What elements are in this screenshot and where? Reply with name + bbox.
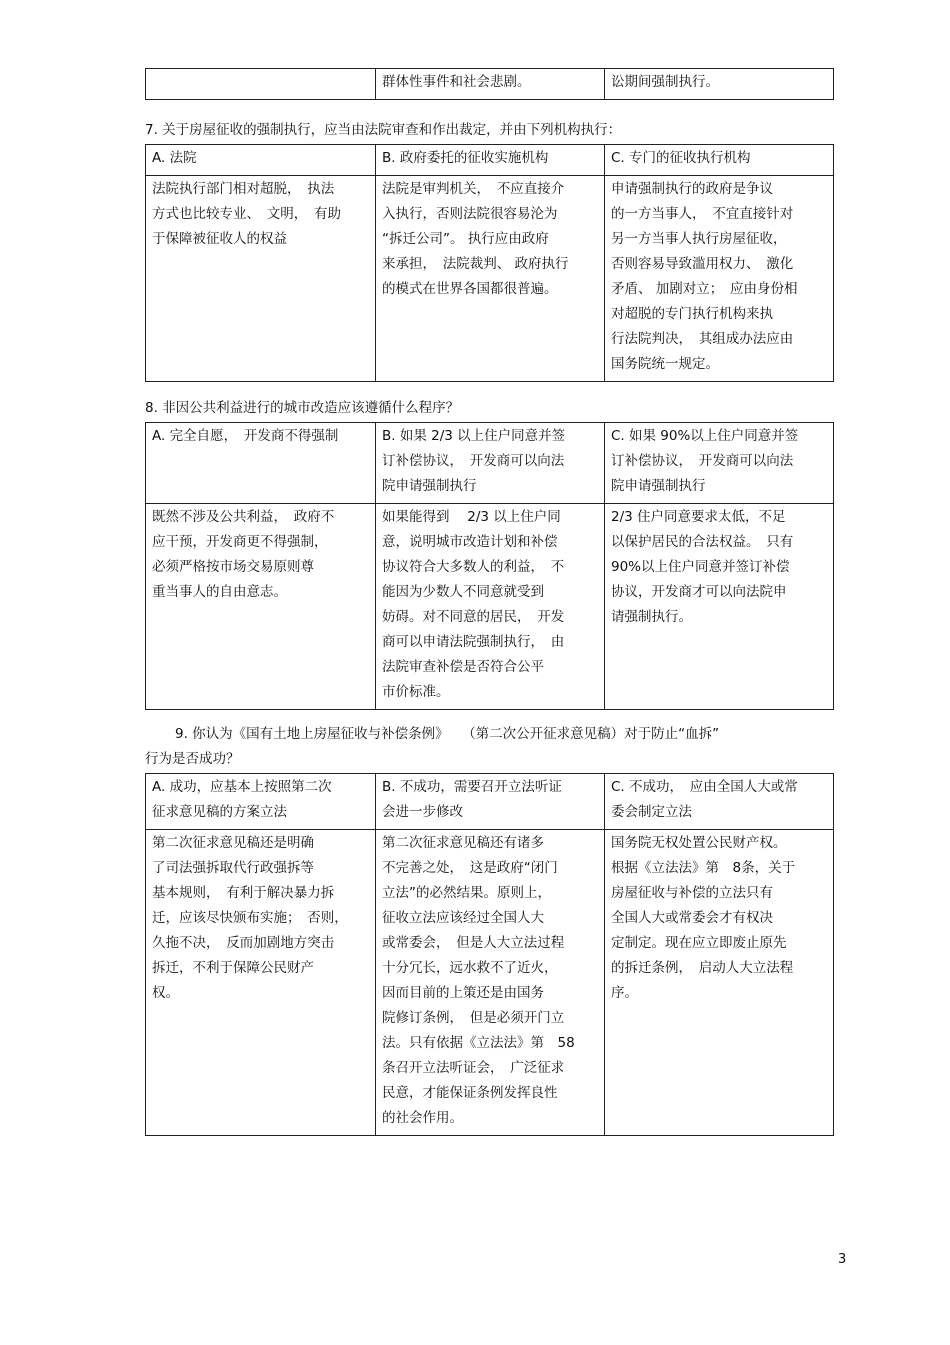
fragment-cell-1 <box>146 69 376 100</box>
question-8-table <box>145 422 834 710</box>
q7-reason-c: 申请强制执行的政府是争议 的一方当事人， 不宜直接针对 另一方当事人执行房屋征收， 否则容易导致滥用权力、 激化 矛盾、 加剧对立； 应由身份相 对超脱的专门执行机构来执 行法院判决， 其组成办法应由 国务院统一规定。 <box>605 176 834 382</box>
reasons-row <box>146 504 834 710</box>
page-number: 3 <box>838 1252 847 1267</box>
q8-option-c: C. 如果 90%以上住户同意并签 订补偿协议， 开发商可以向法 院申请强制执行 <box>605 423 834 504</box>
q8-reason-b: 如果能得到 2/3 以上住户同 意，说明城市改造计划和补偿 协议符合大多数人的利益， 不 能因为少数人不同意就受到 妨碍。对不同意的居民， 开发 商可以申请法院强制执行， 由 法院审查补偿是否符合公平 市价标准。 <box>376 504 605 710</box>
table-row <box>146 69 834 100</box>
q9-option-a: A. 成功，应基本上按照第二次 征求意见稿的方案立法 <box>146 774 376 830</box>
q8-option-a: A. 完全自愿， 开发商不得强制 <box>146 423 376 504</box>
question-7-table <box>145 144 834 382</box>
reasons-row <box>146 830 834 1136</box>
top-fragment-table <box>145 68 834 100</box>
q9-option-c: C. 不成功， 应由全国人大或常 委会制定立法 <box>605 774 834 830</box>
options-row <box>146 774 834 830</box>
q7-option-a: A. 法院 <box>146 145 376 176</box>
question-9-line-2: 行为是否成功？ <box>145 751 240 767</box>
q9-reason-a: 第二次征求意见稿还是明确 了司法强拆取代行政强拆等 基本规则， 有利于解决暴力拆 迁，应该尽快颁布实施； 否则， 久拖不决， 反而加剧地方突击 拆迁，不利于保障公民财产 权。 <box>146 830 376 1136</box>
q8-reason-c: 2/3 住户同意要求太低，不足 以保护居民的合法权益。 只有 90%以上住户同意并签订补偿 协议，开发商才可以向法院申 请强制执行。 <box>605 504 834 710</box>
q9-option-b: B. 不成功，需要召开立法听证 会进一步修改 <box>376 774 605 830</box>
q9-reason-b: 第二次征求意见稿还有诸多 不完善之处， 这是政府“闭门 立法”的必然结果。原则上， 征收立法应该经过全国人大 或常委会， 但是人大立法过程 十分冗长，远水救不了近火， 因而目前的上策还是由国务 院修订条例， 但是必须开门立 法。只有依据《立法法》第 58 条召开立法听证会， 广泛征求 民意，才能保证条例发挥良性 的社会作用。 <box>376 830 605 1136</box>
fragment-cell-2: 群体性事件和社会悲剧。 <box>376 69 605 100</box>
question-9-table <box>145 773 834 1136</box>
options-row <box>146 145 834 176</box>
reasons-row <box>146 176 834 382</box>
q7-option-b: B. 政府委托的征收实施机构 <box>376 145 605 176</box>
question-8: 8. 非因公共利益进行的城市改造应该遵循什么程序？ <box>145 400 460 416</box>
q7-reason-b: 法院是审判机关， 不应直接介 入执行，否则法院很容易沦为 “拆迁公司”。 执行应由政府 来承担， 法院裁判、 政府执行 的模式在世界各国都很普遍。 <box>376 176 605 382</box>
q8-option-b: B. 如果 2/3 以上住户同意并签 订补偿协议， 开发商可以向法 院申请强制执行 <box>376 423 605 504</box>
q7-reason-a: 法院执行部门相对超脱， 执法 方式也比较专业、 文明， 有助 于保障被征收人的权益 <box>146 176 376 382</box>
q8-reason-a: 既然不涉及公共利益， 政府不 应干预，开发商更不得强制， 必须严格按市场交易原则尊 重当事人的自由意志。 <box>146 504 376 710</box>
question-9-line-1: 9. 你认为《国有土地上房屋征收与补偿条例》 （第二次公开征求意见稿）对于防止“血拆” <box>175 726 720 742</box>
fragment-cell-3: 讼期间强制执行。 <box>605 69 834 100</box>
q9-reason-c: 国务院无权处置公民财产权。 根据《立法法》第 8条，关于 房屋征收与补偿的立法只有 全国人大或常委会才有权决 定制定。现在应立即废止原先 的拆迁条例， 启动人大立法程 序。 <box>605 830 834 1136</box>
options-row <box>146 423 834 504</box>
q7-option-c: C. 专门的征收执行机构 <box>605 145 834 176</box>
question-7: 7. 关于房屋征收的强制执行，应当由法院审查和作出裁定，并由下列机构执行： <box>145 122 622 138</box>
